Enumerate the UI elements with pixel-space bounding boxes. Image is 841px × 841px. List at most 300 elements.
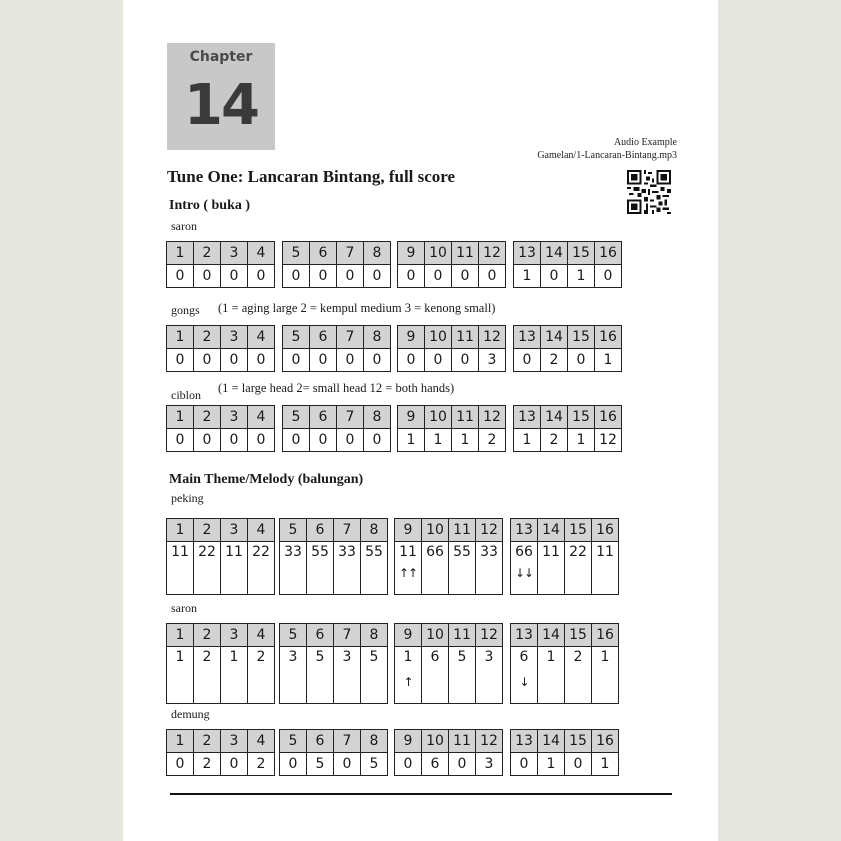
peking-grid-4 (510, 518, 619, 595)
note-cell (479, 265, 506, 288)
note-cell (167, 647, 194, 704)
beat-number: 6 (307, 519, 334, 542)
note-cell (310, 429, 337, 452)
note-cell (167, 429, 194, 452)
note-cell (425, 429, 452, 452)
note-cell (221, 753, 248, 776)
note-cell (361, 753, 388, 776)
note-cell (248, 753, 275, 776)
note-value: 1 (460, 432, 470, 448)
note-value: 1 (522, 268, 532, 284)
note-cell (568, 349, 595, 372)
note-value: 0 (291, 352, 301, 368)
beat-number: 12 (479, 242, 506, 265)
note-value: 1 (600, 756, 610, 772)
beat-number: 5 (280, 519, 307, 542)
note-value: 1 (576, 432, 586, 448)
note-value: 3 (484, 649, 494, 665)
beat-number: 14 (541, 326, 568, 349)
intro-gongs-grid-1 (166, 325, 275, 372)
beat-number: 10 (425, 242, 452, 265)
note-value: 1 (546, 756, 556, 772)
note-cell (398, 265, 425, 288)
beat-number: 15 (565, 730, 592, 753)
beat-number: 3 (221, 406, 248, 429)
note-cell (337, 429, 364, 452)
note-cell (476, 542, 503, 595)
note-value: 1 (600, 649, 610, 665)
note-cell (194, 753, 221, 776)
intro-gongs-grid-2 (282, 325, 391, 372)
note-value: 0 (457, 756, 467, 772)
note-cell (337, 265, 364, 288)
beat-number: 16 (595, 242, 622, 265)
note-value: 33 (480, 544, 498, 560)
note-cell (538, 647, 565, 704)
note-cell (334, 753, 361, 776)
up-arrow-icon: ↑ (403, 675, 413, 689)
beat-number: 9 (395, 730, 422, 753)
note-value: 0 (433, 268, 443, 284)
note-value: 0 (175, 352, 185, 368)
note-cell (307, 542, 334, 595)
note-value: 1 (403, 649, 413, 665)
beat-number: 14 (538, 730, 565, 753)
note-cell (395, 542, 422, 595)
note-cell (280, 753, 307, 776)
demung-grid-3 (394, 729, 503, 776)
beat-number: 1 (167, 242, 194, 265)
note-value: 0 (256, 352, 266, 368)
note-value: 0 (345, 432, 355, 448)
ciblon-legend: (1 = large head 2= small head 12 = both hands) (218, 381, 455, 395)
note-value: 22 (569, 544, 587, 560)
beat-number: 12 (479, 406, 506, 429)
chapter-number: 14 (184, 73, 258, 138)
beat-number: 14 (541, 406, 568, 429)
note-value: 1 (433, 432, 443, 448)
note-cell (307, 647, 334, 704)
beat-number: 14 (538, 624, 565, 647)
note-value: 1 (229, 649, 239, 665)
beat-number: 7 (334, 519, 361, 542)
note-cell (452, 349, 479, 372)
footer-rule (170, 793, 672, 795)
note-cell (452, 265, 479, 288)
beat-number: 3 (221, 326, 248, 349)
beat-number: 13 (511, 624, 538, 647)
note-cell (280, 647, 307, 704)
note-value: 5 (315, 649, 325, 665)
note-cell (568, 429, 595, 452)
note-value: 0 (345, 352, 355, 368)
note-cell (364, 429, 391, 452)
saron-grid-4 (510, 623, 619, 704)
beat-number: 8 (361, 730, 388, 753)
note-value: 33 (284, 544, 302, 560)
note-cell (449, 647, 476, 704)
note-cell (541, 349, 568, 372)
note-value: 11 (399, 544, 417, 560)
note-cell (283, 265, 310, 288)
beat-number: 5 (283, 406, 310, 429)
beat-number: 2 (194, 242, 221, 265)
intro-ciblon-grid-3 (397, 405, 506, 452)
beat-number: 6 (307, 730, 334, 753)
note-value: 0 (288, 756, 298, 772)
note-value: 0 (372, 268, 382, 284)
intro-saron-grid-1 (166, 241, 275, 288)
beat-number: 7 (337, 242, 364, 265)
note-cell (476, 753, 503, 776)
note-cell (307, 753, 334, 776)
beat-number: 2 (194, 406, 221, 429)
note-cell (310, 349, 337, 372)
note-value: 1 (406, 432, 416, 448)
beat-number: 1 (167, 406, 194, 429)
note-cell (476, 647, 503, 704)
beat-number: 2 (194, 730, 221, 753)
note-cell (595, 349, 622, 372)
note-value: 22 (198, 544, 216, 560)
beat-number: 6 (310, 326, 337, 349)
beat-number: 8 (361, 519, 388, 542)
note-value: 33 (338, 544, 356, 560)
note-cell (595, 265, 622, 288)
beat-number: 15 (565, 519, 592, 542)
note-value: 0 (603, 268, 613, 284)
beat-number: 6 (310, 406, 337, 429)
saron-label: saron (171, 601, 197, 615)
audio-example-label: Audio Example (613, 137, 677, 148)
beat-number: 9 (398, 326, 425, 349)
note-value: 5 (457, 649, 467, 665)
note-cell (361, 647, 388, 704)
note-cell (514, 429, 541, 452)
beat-number: 9 (398, 242, 425, 265)
note-value: 0 (291, 268, 301, 284)
note-value: 0 (291, 432, 301, 448)
beat-number: 9 (398, 406, 425, 429)
note-cell (194, 429, 221, 452)
note-value: 0 (460, 352, 470, 368)
note-value: 11 (542, 544, 560, 560)
note-value: 2 (549, 352, 559, 368)
note-value: 0 (576, 352, 586, 368)
note-cell (167, 542, 194, 595)
beat-number: 13 (514, 326, 541, 349)
beat-number: 11 (452, 242, 479, 265)
note-cell (221, 542, 248, 595)
beat-number: 8 (364, 326, 391, 349)
note-cell (538, 753, 565, 776)
note-value: 0 (175, 432, 185, 448)
beat-number: 9 (395, 519, 422, 542)
note-value: 1 (175, 649, 185, 665)
page-title: Tune One: Lancaran Bintang, full score (167, 167, 456, 186)
beat-number: 11 (452, 406, 479, 429)
note-value: 5 (369, 649, 379, 665)
beat-number: 15 (568, 406, 595, 429)
note-cell (194, 265, 221, 288)
audio-file-path: Gamelan/1-Lancaran-Bintang.mp3 (537, 150, 677, 161)
note-cell (479, 429, 506, 452)
beat-number: 16 (592, 624, 619, 647)
intro-ciblon-label: ciblon (171, 388, 201, 402)
beat-number: 14 (538, 519, 565, 542)
note-cell (364, 349, 391, 372)
note-value: 0 (460, 268, 470, 284)
peking-label: peking (171, 491, 204, 505)
note-value: 0 (175, 268, 185, 284)
beat-number: 13 (511, 519, 538, 542)
note-cell (565, 647, 592, 704)
beat-number: 6 (307, 624, 334, 647)
note-value: 0 (202, 268, 212, 284)
beat-number: 14 (541, 242, 568, 265)
beat-number: 16 (592, 519, 619, 542)
note-cell (280, 542, 307, 595)
note-value: 2 (256, 756, 266, 772)
down-arrow-icon: ↓↓ (514, 566, 534, 580)
note-cell (194, 349, 221, 372)
audio-example (537, 136, 677, 162)
note-value: 2 (202, 756, 212, 772)
note-value: 5 (369, 756, 379, 772)
beat-number: 15 (565, 624, 592, 647)
note-value: 0 (433, 352, 443, 368)
peking-grid-3 (394, 518, 503, 595)
beat-number: 1 (167, 730, 194, 753)
note-value: 1 (546, 649, 556, 665)
beat-number: 15 (568, 242, 595, 265)
note-value: 0 (229, 432, 239, 448)
beat-number: 4 (248, 242, 275, 265)
note-cell (221, 647, 248, 704)
intro-gongs-grid-3 (397, 325, 506, 372)
note-cell (449, 542, 476, 595)
note-value: 0 (403, 756, 413, 772)
beat-number: 10 (422, 624, 449, 647)
note-value: 0 (406, 268, 416, 284)
note-value: 5 (315, 756, 325, 772)
demung-grid-1 (166, 729, 275, 776)
note-value: 6 (430, 756, 440, 772)
note-value: 2 (549, 432, 559, 448)
beat-number: 1 (167, 624, 194, 647)
note-value: 3 (484, 756, 494, 772)
note-value: 0 (318, 432, 328, 448)
beat-number: 13 (511, 730, 538, 753)
beat-number: 5 (280, 730, 307, 753)
intro-saron-grid-4 (513, 241, 622, 288)
beat-number: 4 (248, 624, 275, 647)
note-cell (283, 429, 310, 452)
note-value: 1 (576, 268, 586, 284)
note-value: 66 (426, 544, 444, 560)
beat-number: 1 (167, 326, 194, 349)
note-cell (541, 265, 568, 288)
note-cell (167, 349, 194, 372)
beat-number: 4 (248, 730, 275, 753)
beat-number: 15 (568, 326, 595, 349)
note-value: 11 (596, 544, 614, 560)
beat-number: 12 (476, 519, 503, 542)
note-value: 11 (171, 544, 189, 560)
note-value: 0 (519, 756, 529, 772)
beat-number: 8 (364, 406, 391, 429)
note-value: 0 (372, 432, 382, 448)
note-value: 3 (342, 649, 352, 665)
note-value: 1 (603, 352, 613, 368)
note-value: 0 (318, 352, 328, 368)
note-cell (167, 753, 194, 776)
note-cell (511, 647, 538, 704)
note-cell (511, 542, 538, 595)
intro-ciblon-grid-2 (282, 405, 391, 452)
qr-code-icon[interactable] (627, 170, 671, 214)
note-value: 66 (515, 544, 533, 560)
note-cell (248, 265, 275, 288)
beat-number: 7 (334, 624, 361, 647)
note-value: 0 (202, 352, 212, 368)
note-cell (452, 429, 479, 452)
note-cell (514, 265, 541, 288)
note-cell (283, 349, 310, 372)
beat-number: 5 (280, 624, 307, 647)
beat-number: 10 (422, 730, 449, 753)
beat-number: 10 (422, 519, 449, 542)
note-cell (364, 265, 391, 288)
down-arrow-icon: ↓ (519, 675, 529, 689)
note-cell (449, 753, 476, 776)
note-value: 0 (522, 352, 532, 368)
beat-number: 5 (283, 242, 310, 265)
beat-number: 16 (592, 730, 619, 753)
note-cell (337, 349, 364, 372)
note-value: 0 (256, 268, 266, 284)
note-cell (334, 647, 361, 704)
beat-number: 12 (476, 624, 503, 647)
beat-number: 9 (395, 624, 422, 647)
beat-number: 10 (425, 326, 452, 349)
beat-number: 3 (221, 624, 248, 647)
note-cell (167, 265, 194, 288)
note-value: 12 (599, 432, 617, 448)
beat-number: 4 (248, 519, 275, 542)
note-value: 6 (430, 649, 440, 665)
note-cell (565, 542, 592, 595)
note-value: 0 (342, 756, 352, 772)
beat-number: 5 (283, 326, 310, 349)
note-cell (395, 753, 422, 776)
note-value: 2 (202, 649, 212, 665)
note-cell (395, 647, 422, 704)
saron-grid-1 (166, 623, 275, 704)
note-value: 0 (573, 756, 583, 772)
note-cell (334, 542, 361, 595)
beat-number: 7 (337, 326, 364, 349)
note-value: 0 (549, 268, 559, 284)
note-cell (221, 429, 248, 452)
saron-grid-3 (394, 623, 503, 704)
beat-number: 11 (452, 326, 479, 349)
intro-heading: Intro ( buka ) (169, 198, 251, 213)
saron-grid-2 (279, 623, 388, 704)
note-value: 3 (288, 649, 298, 665)
note-value: 55 (365, 544, 383, 560)
note-value: 0 (229, 352, 239, 368)
peking-grid-1 (166, 518, 275, 595)
note-cell (568, 265, 595, 288)
gongs-legend: (1 = aging large 2 = kempul medium 3 = kenong small) (218, 301, 496, 315)
beat-number: 4 (248, 326, 275, 349)
note-value: 0 (372, 352, 382, 368)
note-cell (398, 429, 425, 452)
beat-number: 6 (310, 242, 337, 265)
note-cell (422, 753, 449, 776)
note-cell (310, 265, 337, 288)
note-value: 0 (229, 268, 239, 284)
note-cell (425, 265, 452, 288)
beat-number: 16 (595, 406, 622, 429)
note-cell (248, 542, 275, 595)
note-cell (422, 542, 449, 595)
intro-gongs-label: gongs (171, 303, 200, 317)
note-value: 0 (406, 352, 416, 368)
note-value: 0 (487, 268, 497, 284)
note-value: 55 (453, 544, 471, 560)
note-cell (194, 647, 221, 704)
beat-number: 4 (248, 406, 275, 429)
note-cell (221, 265, 248, 288)
note-value: 55 (311, 544, 329, 560)
note-cell (248, 647, 275, 704)
note-value: 1 (522, 432, 532, 448)
up-arrow-icon: ↑↑ (398, 566, 418, 580)
note-value: 2 (256, 649, 266, 665)
beat-number: 8 (364, 242, 391, 265)
note-cell (248, 429, 275, 452)
note-cell (592, 542, 619, 595)
note-value: 2 (573, 649, 583, 665)
beat-number: 8 (361, 624, 388, 647)
note-cell (361, 542, 388, 595)
note-value: 0 (256, 432, 266, 448)
note-cell (592, 647, 619, 704)
intro-gongs-grid-4 (513, 325, 622, 372)
note-cell (592, 753, 619, 776)
beat-number: 7 (337, 406, 364, 429)
note-cell (565, 753, 592, 776)
note-value: 2 (487, 432, 497, 448)
beat-number: 2 (194, 624, 221, 647)
beat-number: 7 (334, 730, 361, 753)
chapter-label: Chapter (189, 49, 253, 65)
intro-ciblon-grid-1 (166, 405, 275, 452)
note-cell (479, 349, 506, 372)
beat-number: 1 (167, 519, 194, 542)
note-cell (514, 349, 541, 372)
beat-number: 2 (194, 326, 221, 349)
demung-grid-2 (279, 729, 388, 776)
note-cell (538, 542, 565, 595)
intro-saron-grid-2 (282, 241, 391, 288)
beat-number: 11 (449, 730, 476, 753)
note-value: 0 (318, 268, 328, 284)
beat-number: 13 (514, 242, 541, 265)
note-value: 6 (519, 649, 529, 665)
